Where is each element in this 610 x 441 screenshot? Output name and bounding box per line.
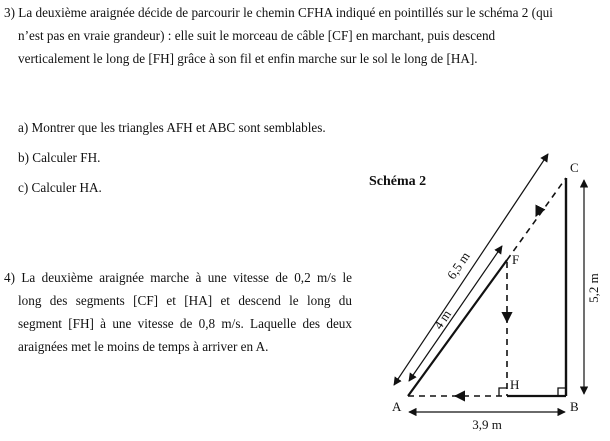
exercise-3-line-1: 3) La deuxième araignée décide de parcourir le chemin CFHA indiqué en pointillés sur le schéma 2 (qui bbox=[4, 5, 553, 20]
path-arrow-CF bbox=[536, 212, 538, 216]
right-angle-H bbox=[499, 388, 507, 396]
question-b: b) Calculer FH. bbox=[18, 150, 101, 165]
question-c: c) Calculer HA. bbox=[18, 180, 102, 195]
label-A: A bbox=[392, 399, 402, 414]
dimension-label-AB: 3,9 m bbox=[472, 417, 502, 432]
label-B: B bbox=[570, 399, 579, 414]
exercise-3-line-3: verticalement le long de [FH] grâce à son fil et enfin marche sur le sol le long de [HA]. bbox=[18, 51, 478, 66]
schema-title: Schéma 2 bbox=[369, 174, 427, 189]
label-F: F bbox=[512, 252, 520, 267]
label-H: H bbox=[510, 377, 520, 392]
segment-CF-dashed bbox=[507, 178, 566, 260]
exercise-3-line-2: n’est pas en vraie grandeur) : elle suit le morceau de câble [CF] en marchant, puis descend bbox=[18, 28, 496, 43]
dimension-line-AC bbox=[394, 154, 548, 385]
dimension-label-BC: 5,2 m bbox=[586, 273, 601, 303]
dimension-label-AF: 4 m bbox=[430, 307, 455, 332]
exercise-4-line-4: araignées met le moins de temps à arriver en A. bbox=[18, 339, 269, 354]
exercise-4-line-3: segment [FH] à une vitesse de 0,8 m/s. Laquelle des deux bbox=[18, 316, 352, 331]
label-C: C bbox=[570, 160, 579, 175]
exercise-4-line-2: long des segments [CF] et [HA] et descend le long du bbox=[18, 293, 352, 308]
segment-AF bbox=[408, 260, 507, 396]
question-a: a) Montrer que les triangles AFH et ABC sont semblables. bbox=[18, 120, 326, 135]
exercise-4-line-1: 4) La deuxième araignée marche à une vitesse de 0,2 m/s le bbox=[4, 270, 352, 285]
dimension-label-AC: 6,5 m bbox=[443, 249, 473, 282]
